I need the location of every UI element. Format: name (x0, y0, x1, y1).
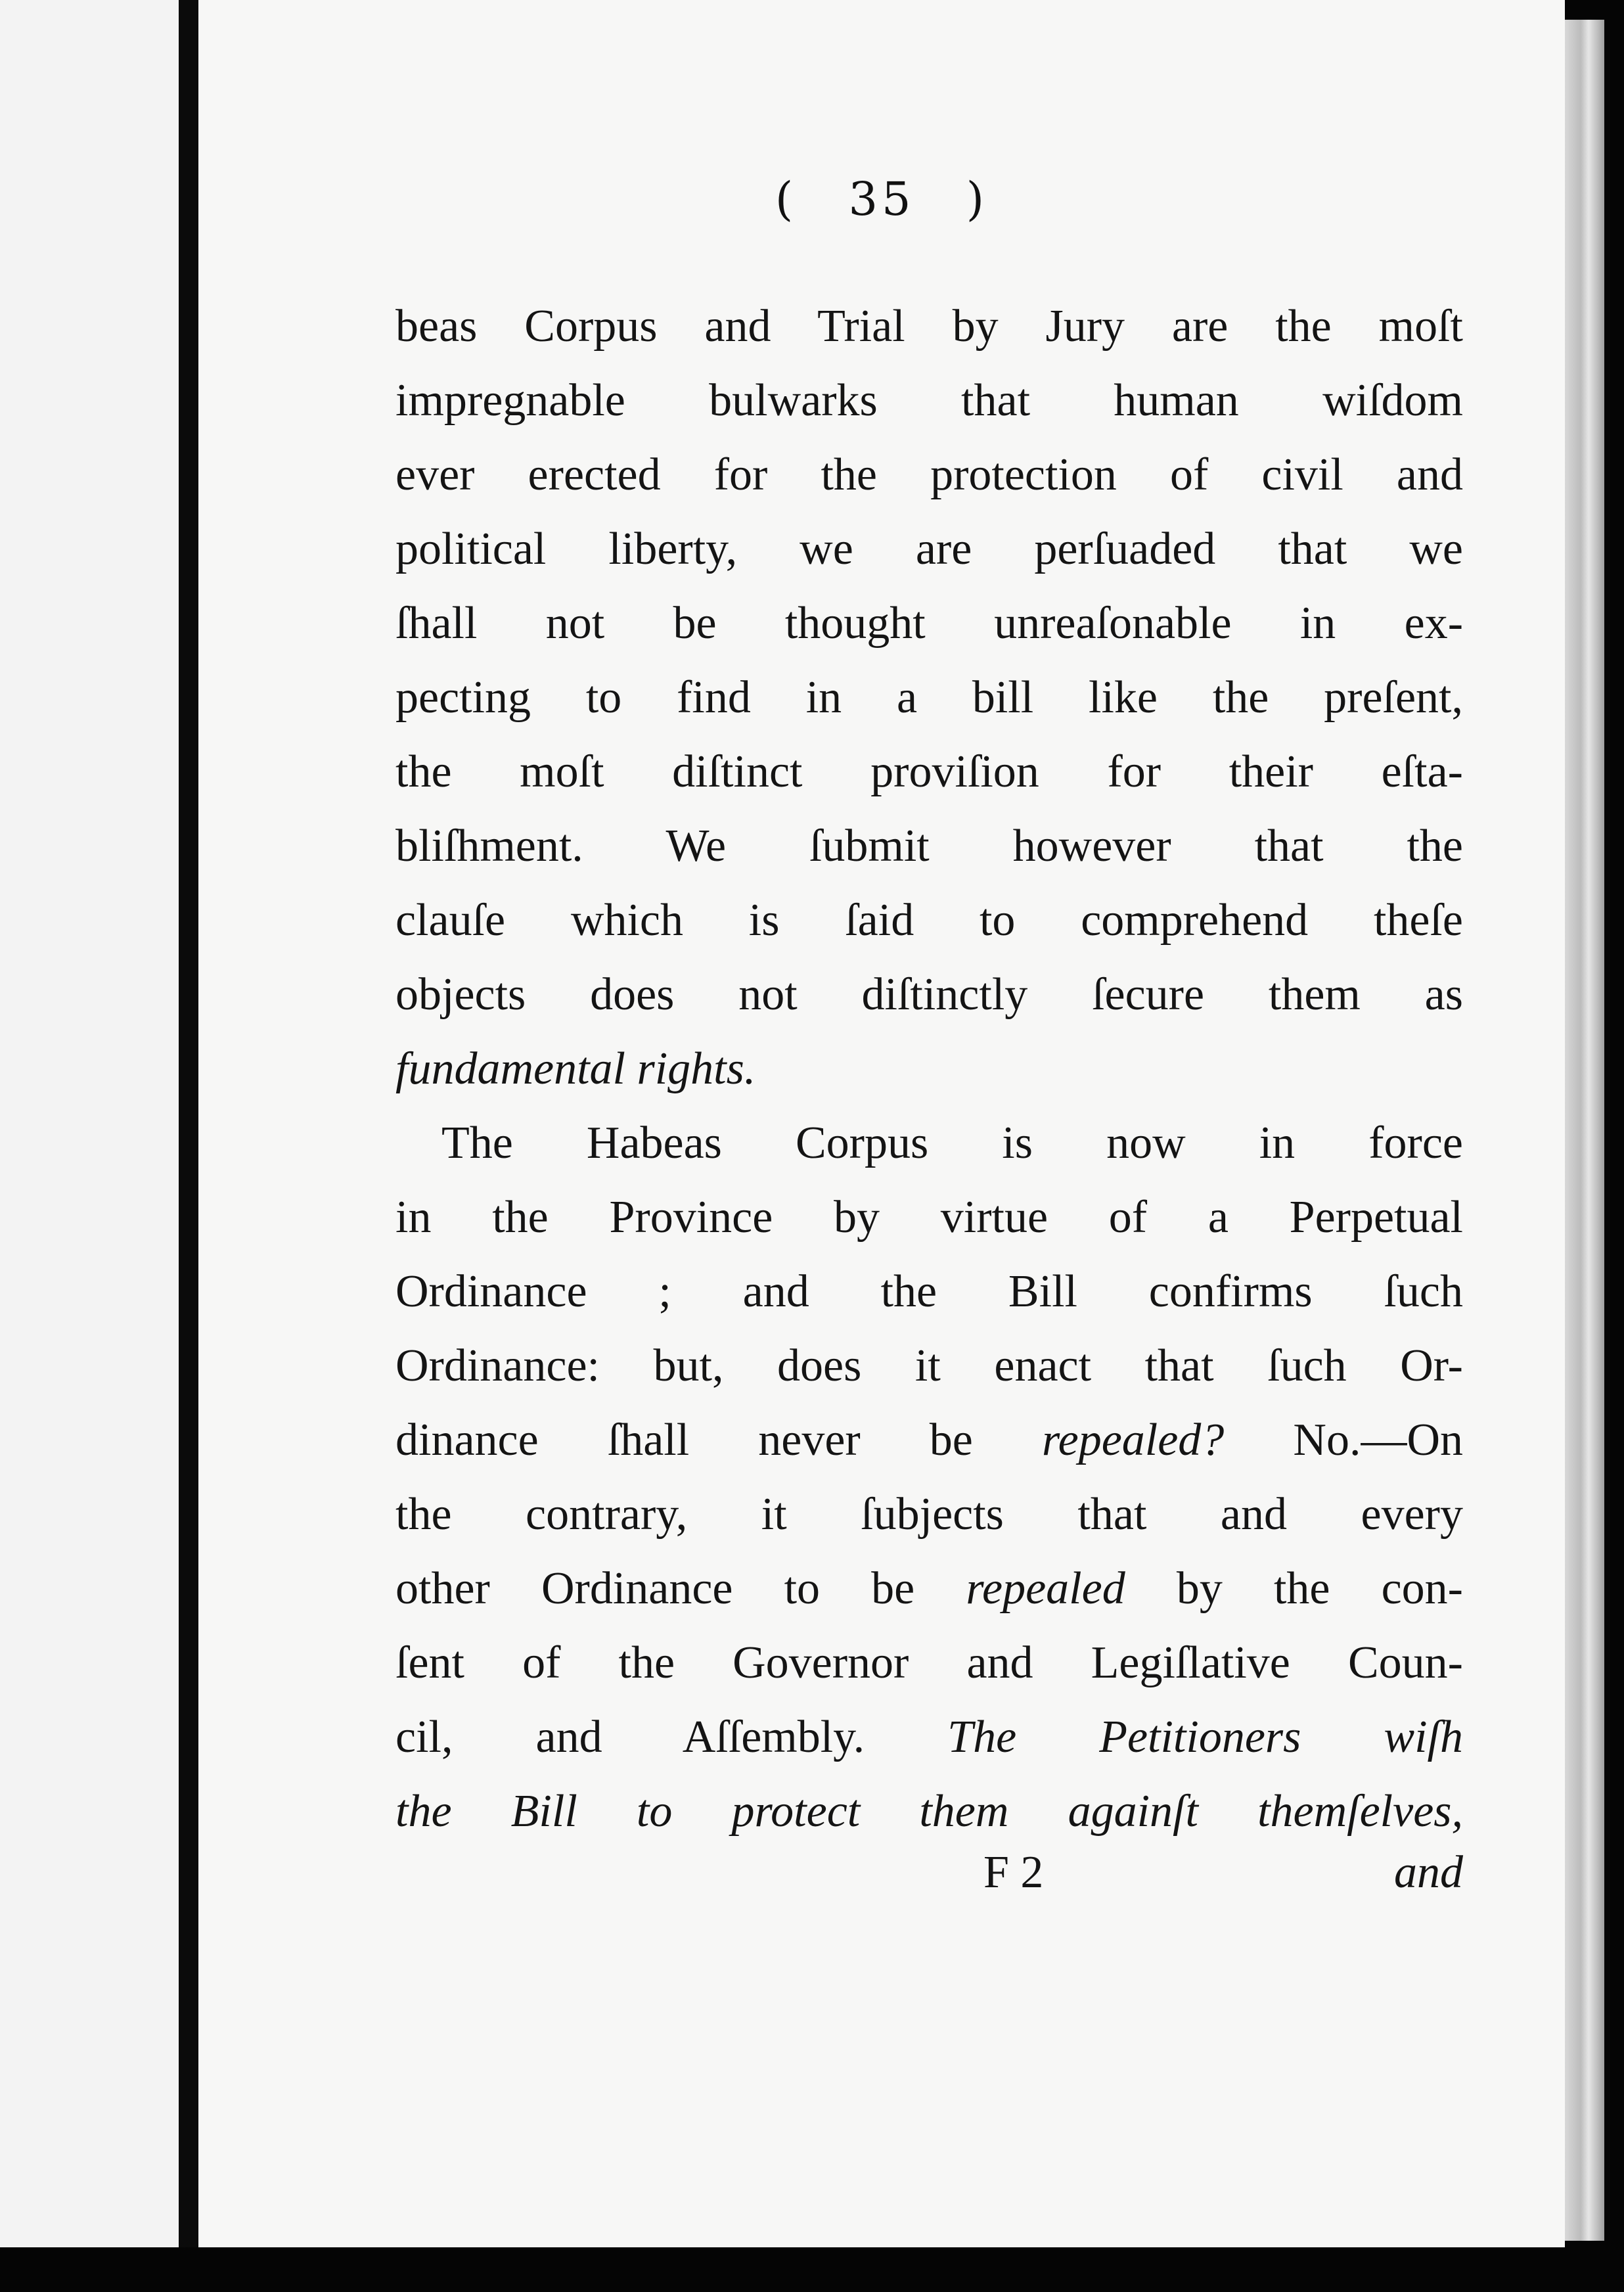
line-text: pecting to find in a bill like the preſent, (395, 672, 1463, 723)
line-text: dinance ſhall never be (395, 1415, 1042, 1465)
line-text: the moſt diſtinct proviſion for their eſta- (395, 746, 1463, 797)
line-text: impregnable bulwarks that human wiſdom (395, 375, 1463, 426)
text-line (395, 1700, 1463, 1774)
line-text: political liberty, we are perſuaded that we (395, 524, 1463, 574)
italic-text: fundamental rights. (395, 1043, 756, 1094)
line-text: in the Province by virtue of a Perpetual (395, 1192, 1463, 1243)
line-text: ever erected for the protection of civil and (395, 449, 1463, 500)
line-text: cil, and Aſſembly. (395, 1712, 948, 1762)
page-number (198, 172, 1565, 226)
text-line (395, 1329, 1463, 1403)
text-line (395, 809, 1463, 883)
line-text: The Habeas Corpus is now in force (441, 1118, 1463, 1168)
text-line (395, 438, 1463, 512)
body-text (395, 289, 1463, 1848)
page-block-edge (1565, 20, 1604, 2241)
text-line (395, 957, 1463, 1032)
text-line (395, 1106, 1463, 1180)
text-line (395, 1551, 1463, 1626)
signature-mark: F 2 (983, 1847, 1044, 1898)
line-text: the contrary, it ſubjects that and every (395, 1489, 1463, 1540)
line-text: Ordinance ; and the Bill confirms ſuch (395, 1266, 1463, 1317)
page-number-close: ) (966, 172, 989, 226)
text-line (395, 289, 1463, 363)
line-text: ſent of the Governor and Legiſlative Coun- (395, 1638, 1463, 1688)
scan-border (0, 2247, 1624, 2292)
line-text: other Ordinance to be (395, 1563, 966, 1614)
text-line (395, 883, 1463, 957)
text-line (395, 1774, 1463, 1848)
line-text: No.—On (1224, 1415, 1463, 1465)
line-text: beas Corpus and Trial by Jury are the moſt (395, 301, 1463, 352)
line-text: objects does not diſtinctly ſecure them as (395, 969, 1463, 1020)
book-page (198, 0, 1565, 2260)
line-text: clauſe which is ſaid to comprehend theſe (395, 895, 1463, 946)
text-line (395, 735, 1463, 809)
page-number-open: ( (775, 172, 798, 226)
italic-text: repealed (966, 1563, 1125, 1614)
text-line (395, 586, 1463, 660)
text-line (395, 1180, 1463, 1254)
text-line (395, 1032, 1463, 1106)
page-footer (395, 1846, 1463, 1919)
text-line (395, 1626, 1463, 1700)
book-gutter (179, 0, 198, 2292)
facing-page-edge (0, 0, 179, 2247)
text-line (395, 363, 1463, 438)
text-line (395, 1403, 1463, 1477)
text-line (395, 660, 1463, 735)
text-line (395, 512, 1463, 586)
line-text: Ordinance: but, does it enact that ſuch Or- (395, 1341, 1463, 1391)
italic-text: The Petitioners wiſh (947, 1712, 1463, 1762)
line-text: ſhall not be thought unreaſonable in ex- (395, 598, 1463, 649)
line-text: bliſhment. We ſubmit however that the (395, 821, 1463, 871)
page-number-value: 35 (848, 172, 915, 226)
text-line (395, 1477, 1463, 1551)
italic-text: the Bill to protect them againſt themſelves, (395, 1786, 1463, 1837)
line-text: by the con- (1125, 1563, 1463, 1614)
catchword: and (1394, 1847, 1463, 1898)
italic-text: repealed? (1041, 1415, 1225, 1465)
text-line (395, 1254, 1463, 1329)
